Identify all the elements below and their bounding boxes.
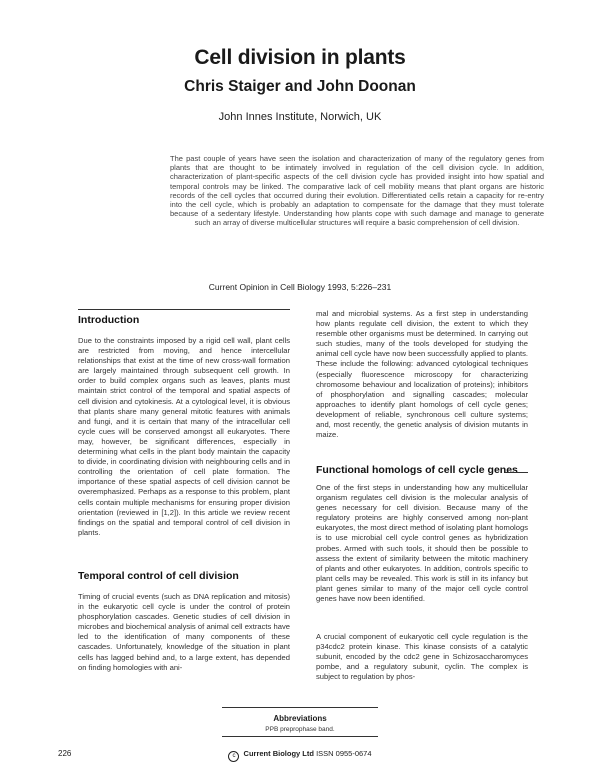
footer-publisher: Current Biology Ltd <box>243 749 314 758</box>
abbreviations-entry: PPB preprophase band. <box>265 726 335 733</box>
right-column-text: mal and microbial systems. As a first step in understanding how plants regulate cell division, the extent to which they resemble other organisms must be determined. In carrying out such studies, many of the tools developed for studying the animal cell cycle have now been successfully applied to plants. These include the following: advanced cytological techniques (especially fluorescence microscopy for characterizing chromosome behaviour and localization of proteins); inhibitors of phosphorylation and signalling cascades; molecular approaches to identify plant homologs of cell cycle genes; development of reliable, synchronous cell culture systems; and, most recently, the genetic analysis of division mutants in maize. <box>316 309 528 440</box>
functional-homologs-para-1: One of the first steps in understanding how any multicellular organism regulates cell division is the molecular analysis of genes necessary for cell division. Because many of the regulatory proteins are highly conserved among non-plant eukaryotes, the most direct method of isolating plant homologs is to use microbial cell cycle control genes as hybridization probes. Armed with such tools, it should then be possible to assess the extent of similarity between the mitotic machinery of plants and other eukaryotes. In addition, controls specific to plant cells may be revealed. This work is still in its infancy but plant genes similar to many of the major cell cycle control genes have now been identified. <box>316 483 528 604</box>
temporal-heading: Temporal control of cell division <box>78 570 239 582</box>
abbreviations-title: Abbreviations <box>273 714 327 723</box>
article-citation: Current Opinion in Cell Biology 1993, 5:226–231 <box>208 282 392 292</box>
article-affiliation: John Innes Institute, Norwich, UK <box>218 111 382 123</box>
footer-copyright <box>0 749 600 762</box>
copyright-icon: c <box>228 751 239 762</box>
functional-homologs-rule <box>505 472 528 473</box>
page-number: 226 <box>58 749 72 758</box>
footer-issn: ISSN 0955-0674 <box>316 749 372 758</box>
article-abstract: The past couple of years have seen the isolation and characterization of many of the regulatory genes from plants that are thought to be intimately involved in regulation of the cell division cycle. In addition, characterization of plant-specific aspects of the cell division cycle has provided insight into how spatial and temporal controls may be linked. The comparative lack of cell mobility means that plant organs are historic records of the cell cycles that occurred during their evolution. Differentiated cells retain a capacity for re-entry into the cell cycle, which is probably an adaptation to compensate for the damage that they must tolerate because of a sedentary lifestyle. Understanding how plants cope with such damage and manage to generate such an array of diverse multicellular structures will require a basic comprehension of cell division. <box>170 154 544 228</box>
abbreviations-rule-top <box>222 707 378 708</box>
temporal-text: Timing of crucial events (such as DNA replication and mitosis) in the eukaryotic cell cycle is under the control of protein phosphorylation cascades. Genetic studies of cell division in microbes and biochemical analysis of animal cell extracts have led to the identification of many components of these cascades. Unfortunately, knowledge of the situation in plant cells has lagged behind and, to a large extent, has depended on finding homologies with ani- <box>78 592 290 672</box>
article-authors: Chris Staiger and John Doonan <box>184 78 416 95</box>
article-title: Cell division in plants <box>194 46 406 69</box>
abbreviations-rule-bottom <box>222 736 378 737</box>
functional-homologs-heading: Functional homologs of cell cycle genes <box>316 464 518 476</box>
functional-homologs-para-2: A crucial component of eukaryotic cell cycle regulation is the p34cdc2 protein kinase. This kinase consists of a catalytic subunit, encoded by the cdc2 gene in Schizosaccharomyces pombe, and a regulatory subunit, cyclin. The complex is subject to regulation by phos- <box>316 632 528 682</box>
introduction-text: Due to the constraints imposed by a rigid cell wall, plant cells are restricted from moving, and hence intercellular relationships that exist at the time of new cross-wall formation are largely maintained through subsequent cell growth. In order to build complex organs such as leaves, plants must maintain strict control of the temporal and spatial aspects of cell division and cytokinesis. At a cytological level, it is obvious that plants share many general mitotic features with animals and fungi, and it is certain that many of the intracellular cell cycle cues will be conserved amongst all eukaryotes. There may, however, be significant differences, especially in determining what cells in the plant body maintain the capacity to divide, in coordinating division with neighbouring cells and in controlling the orientation of cell plate formation. The importance of these spatial aspects of cell division cannot be overemphasized. Perhaps as a response to this problem, plant cells contain multiple mechanisms for ensuring proper division orientation (reviewed in [1,2]). In this article we review recent findings on the spatial and temporal control of cell division in plants. <box>78 336 290 537</box>
introduction-heading: Introduction <box>78 314 140 326</box>
introduction-rule <box>78 309 290 310</box>
